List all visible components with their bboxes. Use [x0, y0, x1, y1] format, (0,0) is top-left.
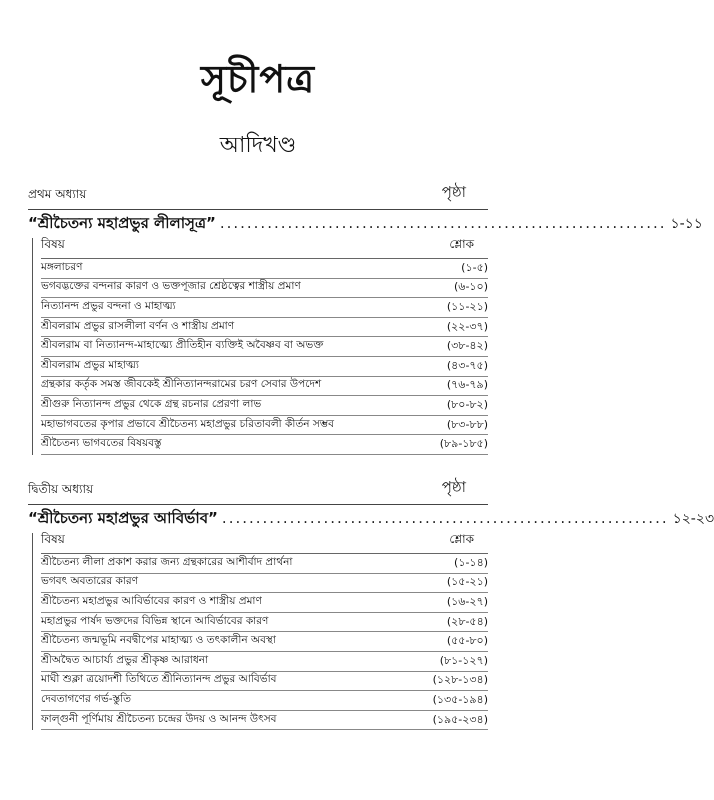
row-verses: (১-১৪) — [454, 555, 488, 569]
chapter-header — [28, 478, 488, 505]
chapter-subject-line — [28, 212, 703, 238]
table-row — [41, 377, 488, 397]
row-topic: ফাল্গুনী পূর্ণিমায় শ্রীচৈতন্য চন্দ্রের উদয় ও আনন্দ উৎসব — [41, 712, 277, 725]
table-row — [41, 613, 488, 633]
row-topic: মাঘী শুক্লা ত্রয়োদশী তিথিতে শ্রীনিত্যানন্দ প্রভুর আবির্ভাব — [41, 673, 277, 686]
table-row — [41, 259, 488, 279]
page-column-label: পৃষ্ঠা — [441, 183, 466, 201]
page-column-label: পৃষ্ঠা — [441, 478, 466, 496]
table-row — [41, 554, 488, 574]
chapter-page-range: ১২-২৩ — [672, 511, 714, 527]
row-topic: ভগবৎ অবতারের কারণ — [41, 575, 138, 588]
table-row — [41, 416, 488, 436]
chapter-page-range: ১-১১ — [670, 216, 703, 232]
row-verses: (২৮-৫৪) — [446, 614, 488, 628]
row-verses: (৮৯-১৮৫) — [439, 437, 488, 451]
chapter-label: দ্বিতীয় অধ্যায় — [28, 482, 94, 496]
row-topic: শ্রীচৈতন্য জন্মভূমি নবদ্বীপের মাহাত্ম্য ও তৎকালীন অবস্থা — [41, 634, 276, 647]
table-row — [41, 435, 488, 455]
verse-column-label: শ্লোক — [449, 532, 474, 546]
chapter-1 — [28, 183, 703, 455]
chapter-label: প্রথম অধ্যায় — [28, 187, 87, 201]
row-verses: (১৯৫-২৩৪) — [432, 712, 488, 726]
chapter-2 — [28, 478, 714, 730]
row-verses: (৬-১০) — [454, 280, 488, 294]
row-topic: শ্রীঅদ্বৈত আচার্য্য প্রভুর শ্রীকৃষ্ণ আরাধনা — [41, 653, 209, 666]
table-row — [41, 691, 488, 711]
table-row — [41, 574, 488, 594]
row-verses: (৩৮-৪২) — [446, 339, 488, 353]
table-row — [41, 672, 488, 692]
row-topic: মহাভাগবতের কৃপার প্রভাবে শ্রীচৈতন্য মহাপ্রভুর চরিতাবলী কীর্তন সম্ভব — [41, 417, 334, 430]
table-header — [41, 238, 488, 259]
row-topic: দেবতাগণের গর্ভ-স্তুতি — [41, 692, 132, 705]
row-topic: নিত্যানন্দ প্রভুর বন্দনা ও মাহাত্ম্য — [41, 299, 176, 312]
row-topic: মঙ্গলাচরণ — [41, 260, 83, 273]
row-topic: গ্রন্থকার কর্তৃক সমস্ত জীবকেই শ্রীনিত্যানন্দরামের চরণ সেবার উপদেশ — [41, 378, 322, 391]
row-verses: (১২৮-১৩৪) — [432, 673, 488, 687]
row-topic: মহাপ্রভুর পার্ষদ ভক্তদের বিভিন্ন স্থানে আবির্ভাবের কারণ — [41, 614, 269, 627]
row-verses: (১৫-২১) — [446, 575, 488, 589]
part-title: আদিখণ্ড — [219, 133, 297, 158]
row-verses: (৮৩-৮৮) — [446, 417, 488, 431]
row-verses: (৪৩-৭৫) — [446, 358, 488, 372]
table-row — [41, 632, 488, 652]
chapter-subject: “শ্রীচৈতন্য মহাপ্রভুর লীলাসূত্র” — [28, 214, 216, 232]
table-row — [41, 396, 488, 416]
row-topic: শ্রীবলরাম বা নিত্যানন্দ-মাহাত্ম্যে প্রীতিহীন ব্যক্তিই অবৈষ্ণব বা অভক্ত — [41, 339, 324, 352]
row-topic: শ্রীবলরাম প্রভুর রাসলীলা বর্ণন ও শাস্ত্রীয় প্রমাণ — [41, 319, 235, 332]
row-verses: (২২-৩৭) — [446, 319, 488, 333]
verse-column-label: শ্লোক — [449, 237, 474, 251]
row-verses: (৭৬-৭৯) — [446, 378, 488, 392]
chapter-subject: “শ্রীচৈতন্য মহাপ্রভুর আবির্ভাব” — [28, 509, 218, 527]
row-verses: (৫৫-৮০) — [446, 634, 488, 648]
table-row — [41, 357, 488, 377]
table-row — [41, 593, 488, 613]
topic-column-label: বিষয় — [41, 237, 65, 251]
row-topic: শ্রীচৈতন্য লীলা প্রকাশ করার জন্য গ্রন্থকারের আশীর্বাদ প্রার্থনা — [41, 555, 293, 568]
table-row — [41, 279, 488, 299]
topic-table — [32, 533, 488, 730]
row-topic: ভগবদ্ভক্তের বন্দনার কারণ ও ভক্তপূজার শ্রেষ্ঠত্বের শাস্ত্রীয় প্রমাণ — [41, 280, 301, 293]
dot-leader: .................................................................. — [219, 214, 667, 232]
table-row — [41, 298, 488, 318]
table-row — [41, 318, 488, 338]
page-title: সূচীপত্র — [200, 57, 316, 101]
row-topic: শ্রীবলরাম প্রভুর মাহাত্ম্য — [41, 358, 139, 371]
topic-table — [32, 238, 488, 455]
chapter-subject-line — [28, 507, 714, 533]
table-row — [41, 652, 488, 672]
row-verses: (৮১-১২৭) — [439, 653, 488, 667]
row-verses: (১-৫) — [461, 260, 488, 274]
row-verses: (১৩৫-১৯৪) — [432, 692, 488, 706]
row-topic: শ্রীগুরু নিত্যানন্দ প্রভুর থেকে গ্রন্থ রচনার প্রেরণা লাভ — [41, 397, 262, 410]
row-topic: শ্রীচৈতন্য মহাপ্রভুর আবির্ভাবের কারণ ও শাস্ত্রীয় প্রমাণ — [41, 594, 262, 607]
chapter-header — [28, 183, 488, 210]
row-topic: শ্রীচৈতন্য ভাগবতের বিষয়বস্তু — [41, 437, 162, 450]
row-verses: (১১-২১) — [446, 299, 488, 313]
table-header — [41, 533, 488, 554]
table-row — [41, 337, 488, 357]
row-verses: (১৬-২৭) — [446, 594, 488, 608]
table-row — [41, 711, 488, 731]
topic-column-label: বিষয় — [41, 532, 65, 546]
dot-leader: .................................................................. — [221, 509, 669, 527]
row-verses: (৮০-৮২) — [446, 397, 488, 411]
